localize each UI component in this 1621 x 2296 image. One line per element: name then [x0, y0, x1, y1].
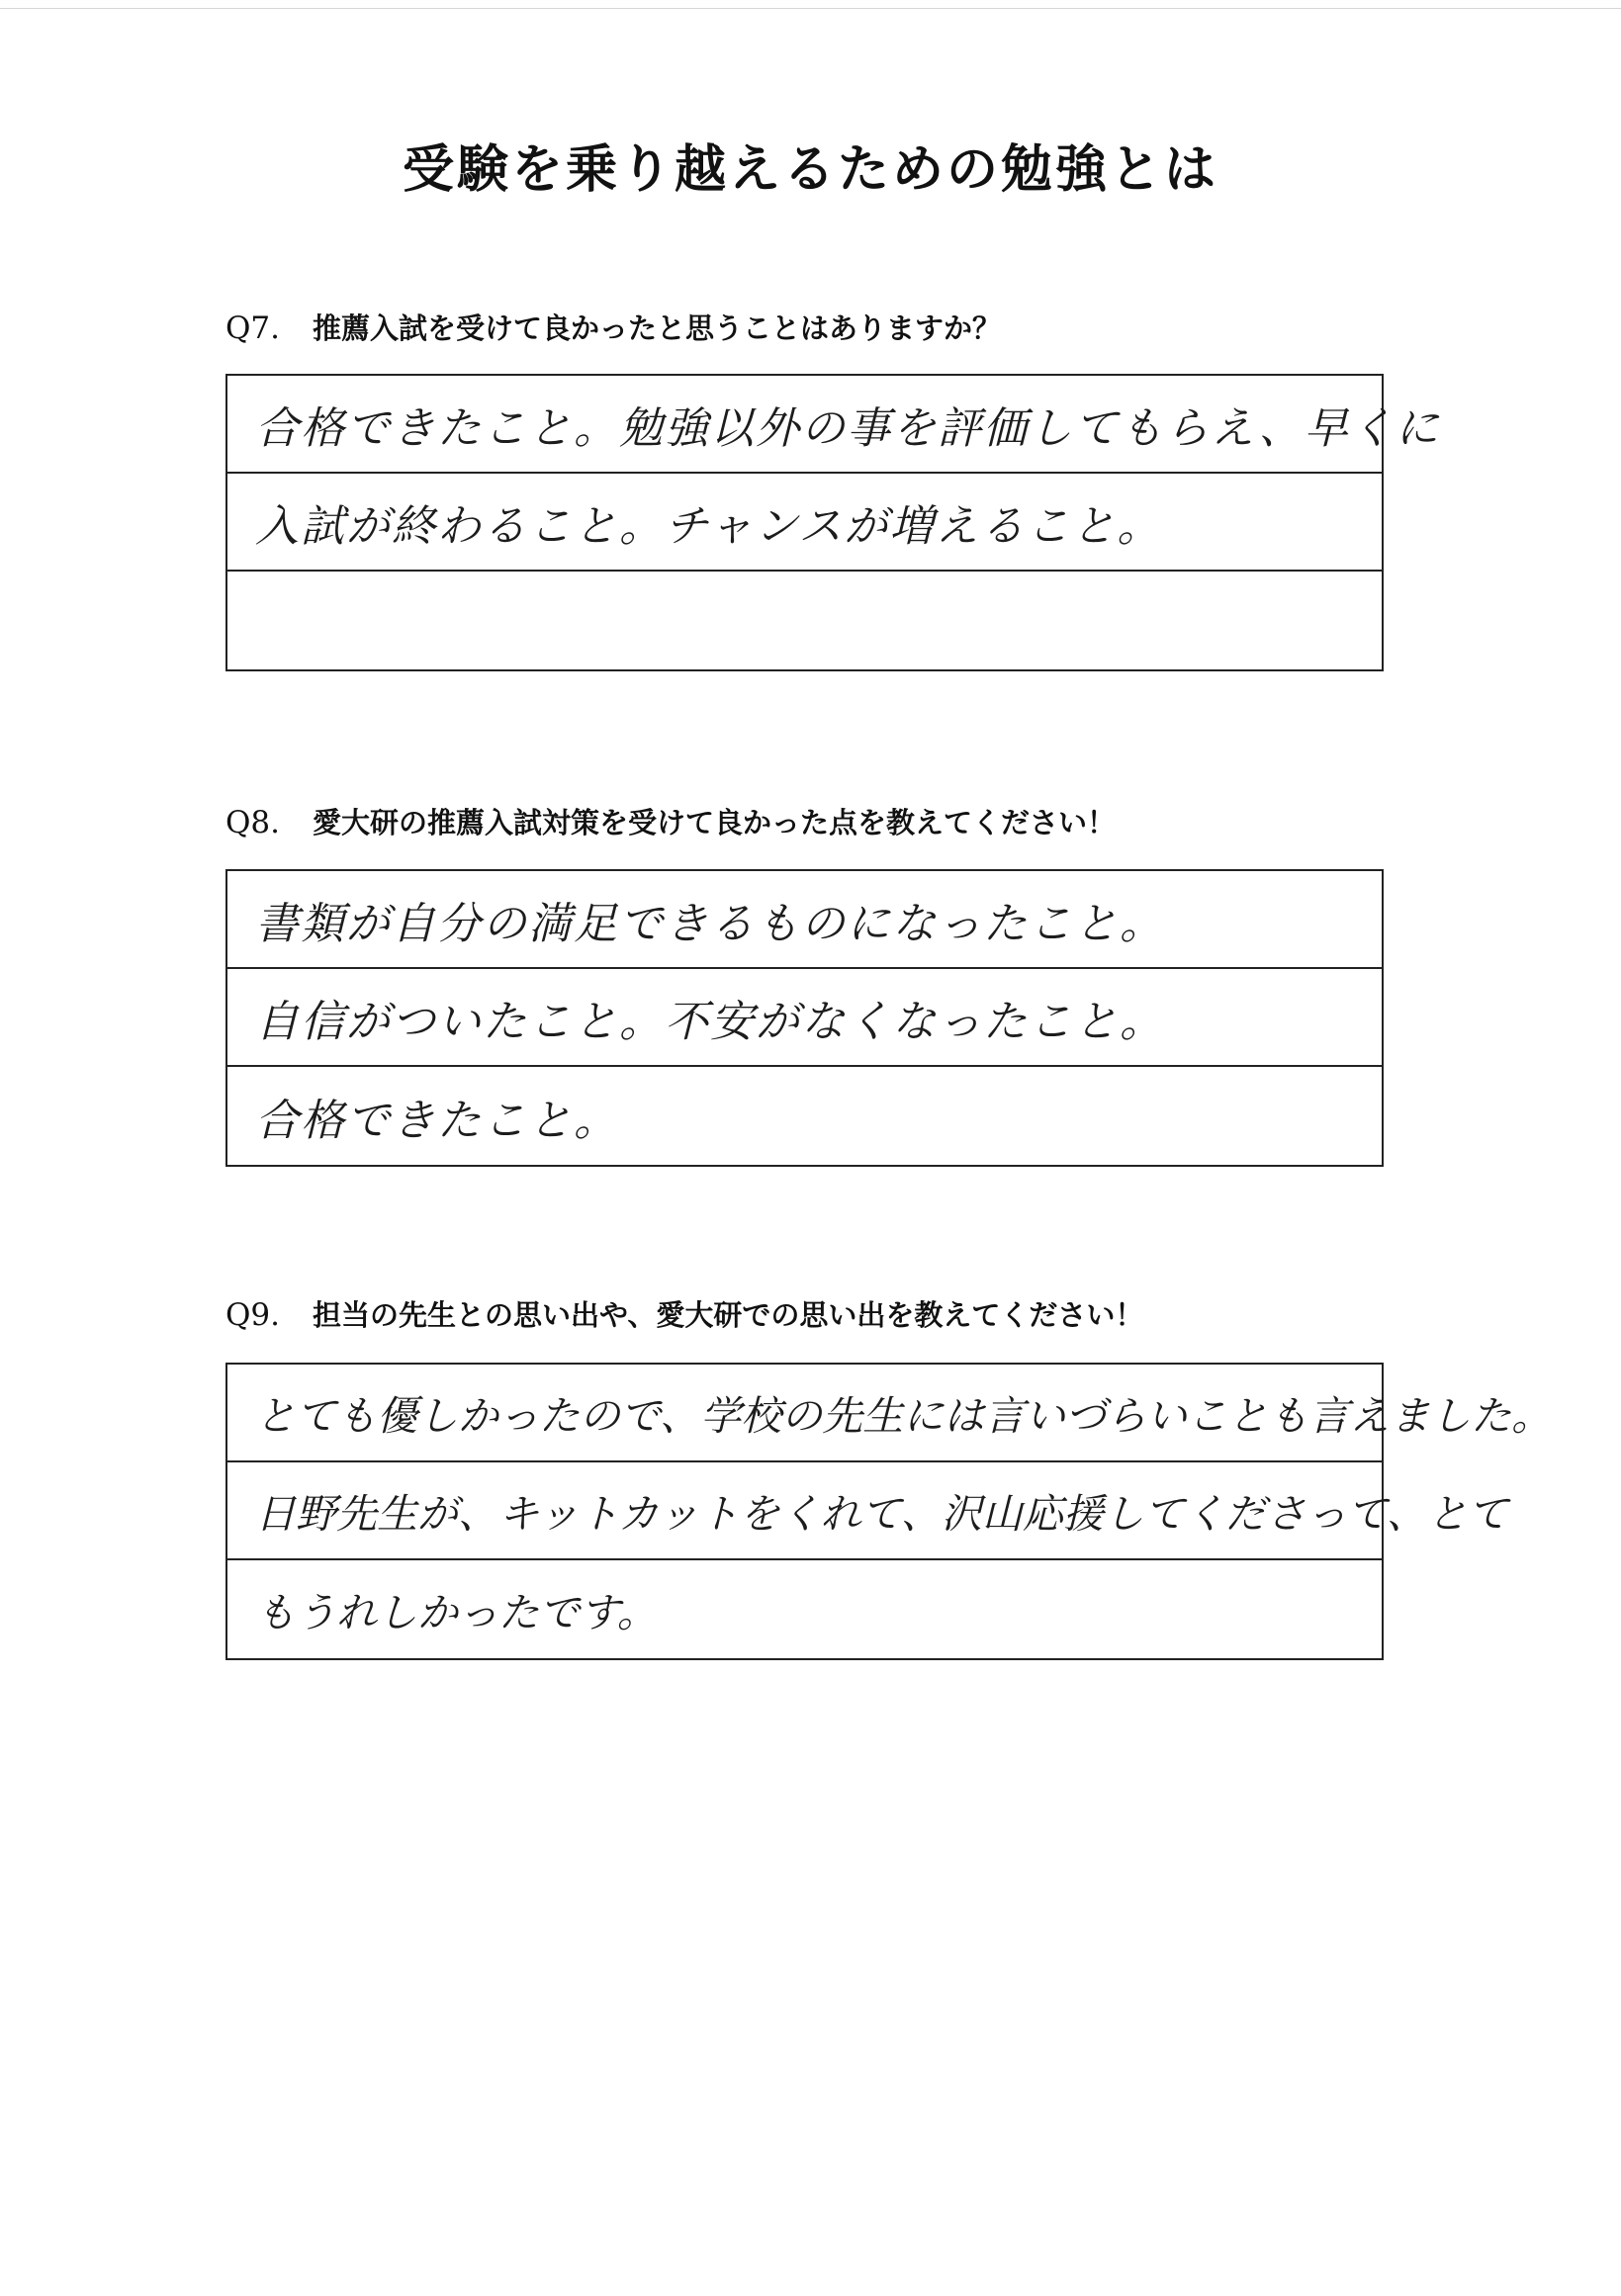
question-number: Q8.: [225, 805, 280, 840]
page-title: 受験を乗り越えるための勉強とは: [402, 140, 1218, 200]
answer-line: 合格できたこと。勉強以外の事を評価してもらえ、早くに: [227, 376, 1382, 474]
question-number: Q9.: [225, 1297, 280, 1333]
answer-line: もうれしかったです。: [255, 1589, 658, 1636]
scan-edge-line: [0, 8, 1621, 9]
question-q8: [225, 803, 1116, 842]
question-text: 担当の先生との思い出や、愛大研での思い出を教えてください！: [313, 1298, 1144, 1332]
answer-line: 自信がついたこと。不安がなくなったこと。: [227, 969, 1382, 1067]
answer-line: 入試が終わること。チャンスが増えること。: [227, 474, 1382, 572]
answer-line: 書類が自分の満足できるものになったこと。: [227, 871, 1382, 969]
question-q9: [225, 1295, 1143, 1335]
question-q7: [225, 309, 1001, 348]
answer-box-q8: [225, 869, 1384, 1167]
answer-line: 日野先生が、キットカットをくれて、沢山応援してくださって、とて: [227, 1462, 1382, 1560]
question-number: Q7.: [225, 310, 280, 346]
answer-box-q7: [225, 374, 1441, 671]
answer-line: とても優しかったので、学校の先生には言いづらいことも言えました。: [227, 1365, 1382, 1462]
question-text: 愛大研の推薦入試対策を受けて良かった点を教えてください！: [313, 806, 1117, 839]
answer-line: [227, 572, 1382, 669]
question-text: 推薦入試を受けて良かったと思うことはありますか？: [313, 311, 1002, 345]
answer-line: 合格できたこと。: [255, 1095, 619, 1146]
answer-box-q9: [225, 1363, 1553, 1660]
